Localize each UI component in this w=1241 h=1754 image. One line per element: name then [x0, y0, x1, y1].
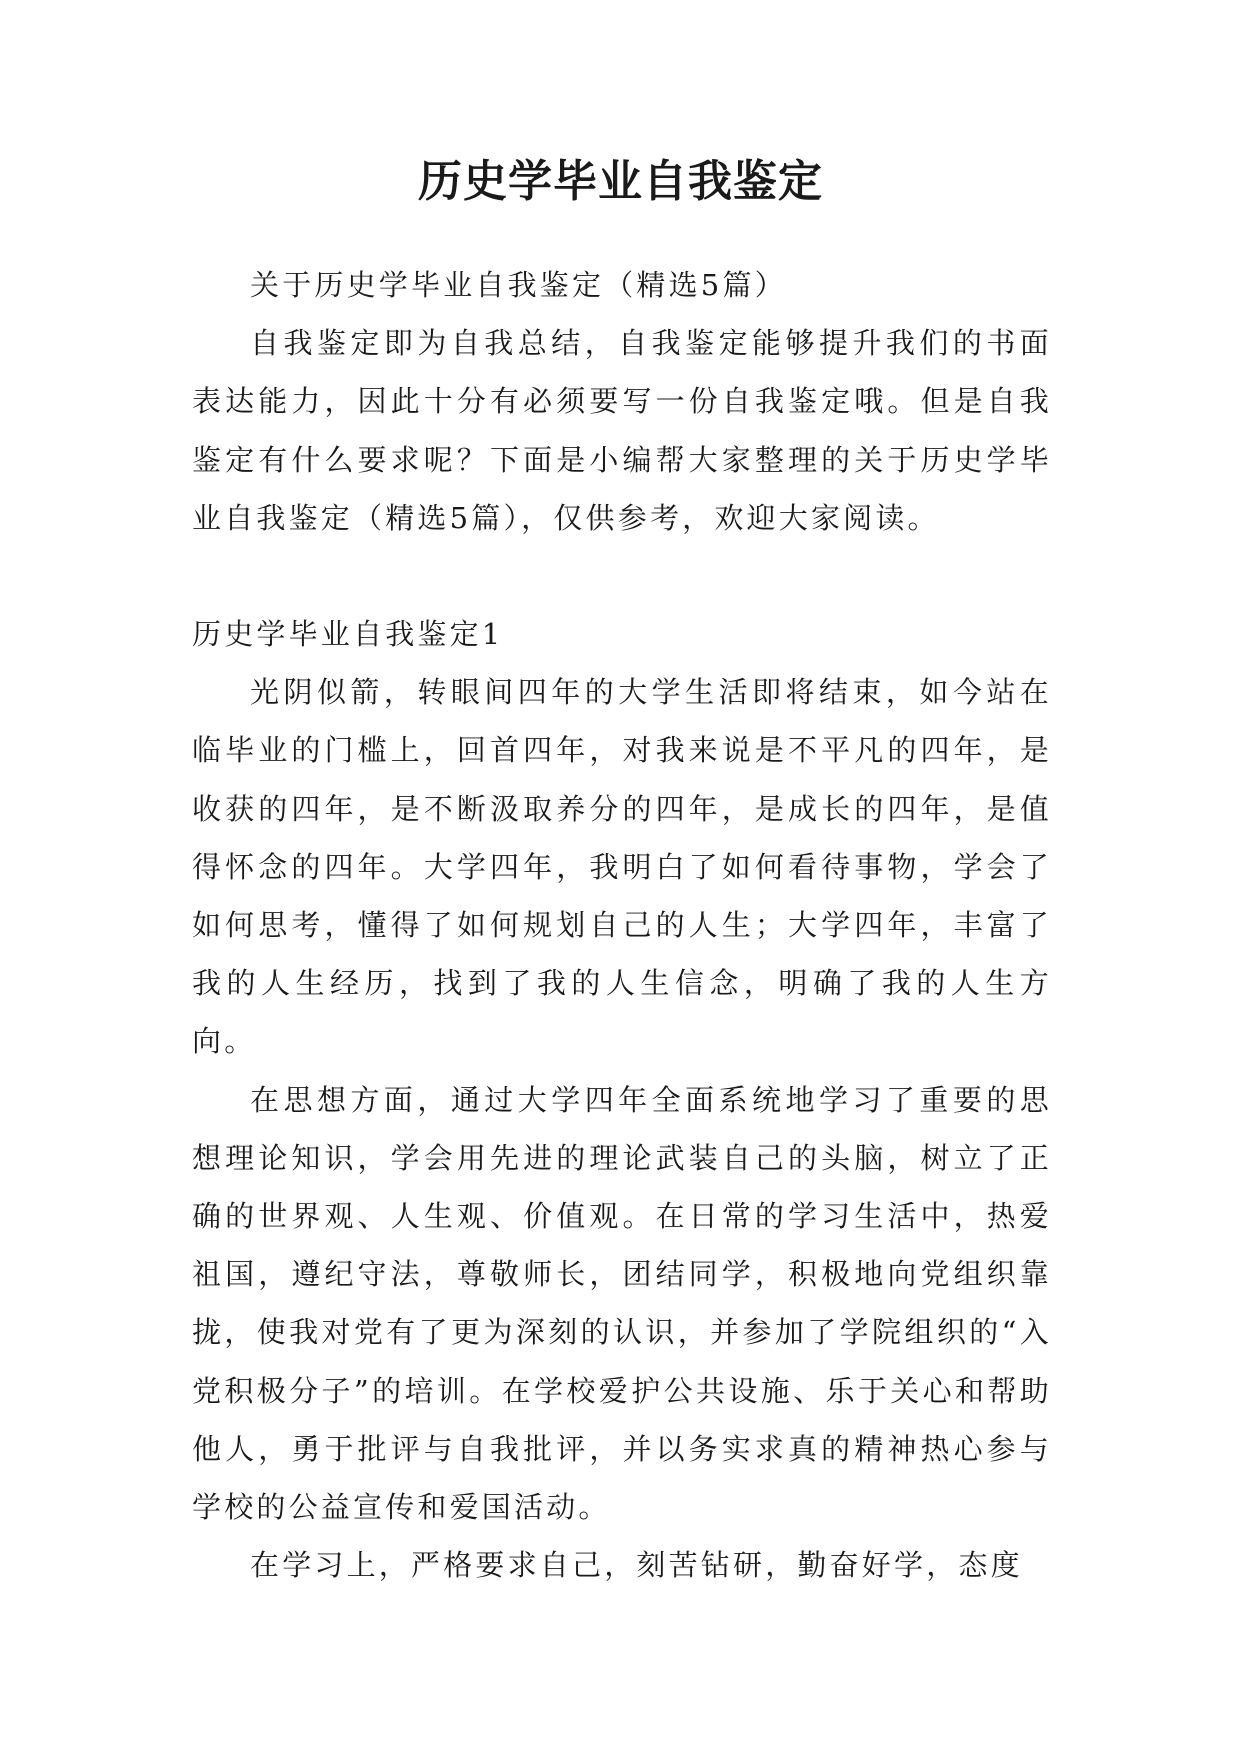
intro-paragraph: 自我鉴定即为自我总结，自我鉴定能够提升我们的书面表达能力，因此十分有必须要写一份自我鉴定哦。但是自我鉴定有什么要求呢？下面是小编帮大家整理的关于历史学毕业自我鉴定（精选5篇），仅供参考，欢迎大家阅读。: [192, 326, 1052, 535]
section-paragraph: 在学习上，严格要求自己，刻苦钻研，勤奋好学，态度: [250, 1548, 1023, 1583]
document-title: 历史学毕业自我鉴定: [418, 156, 823, 207]
section-paragraph: 在思想方面，通过大学四年全面系统地学习了重要的思想理论知识，学会用先进的理论武装自己的头脑，树立了正确的世界观、人生观、价值观。在日常的学习生活中，热爱祖国，遵纪守法，尊敬师长，团结同学，积极地向党组织靠拢，使我对党有了更为深刻的认识，并参加了学院组织的“入党积极分子”的培训。在学校爱护公共设施、乐于关心和帮助他人，勇于批评与自我批评，并以务实求真的精神热心参与学校的公益宣传和爱国活动。: [192, 1082, 1052, 1525]
document-body: [192, 256, 1052, 1594]
intro-heading: 关于历史学毕业自我鉴定（精选5篇）: [250, 268, 787, 302]
section-heading: 历史学毕业自我鉴定1: [192, 617, 504, 652]
section-paragraph: 光阴似箭，转眼间四年的大学生活即将结束，如今站在临毕业的门槛上，回首四年，对我来说是不平凡的四年，是收获的四年，是不断汲取养分的四年，是成长的四年，是值得怀念的四年。大学四年，我明白了如何看待事物，学会了如何思考，懂得了如何规划自己的人生；大学四年，丰富了我的人生经历，找到了我的人生信念，明确了我的人生方向。: [192, 675, 1052, 1059]
